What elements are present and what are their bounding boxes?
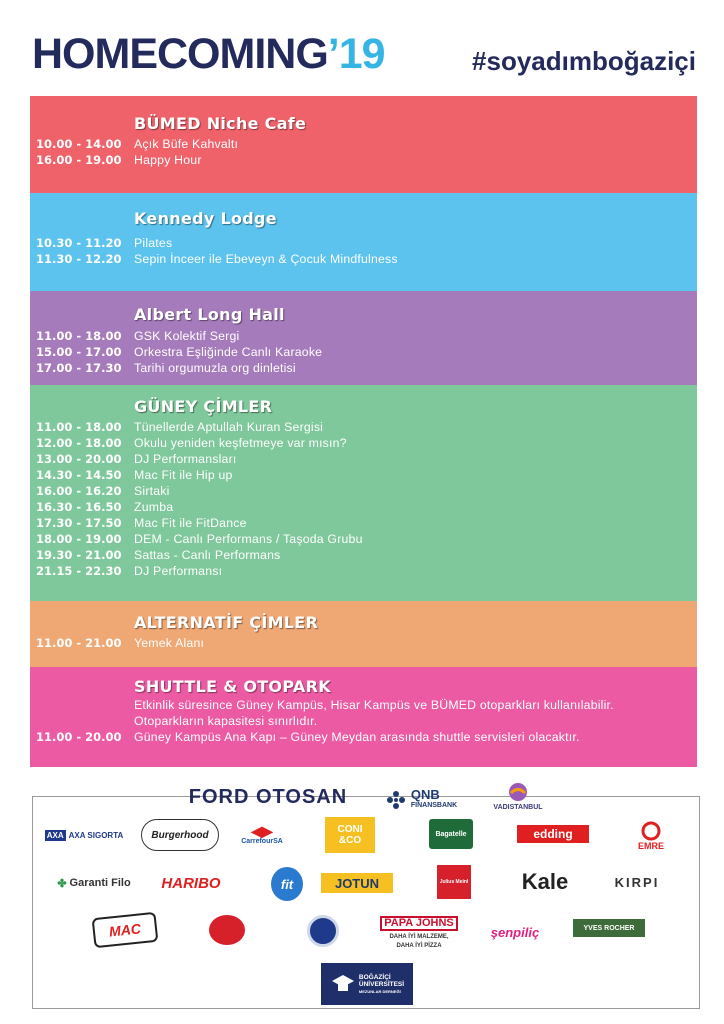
schedule-rows: [36, 635, 691, 651]
schedule: [30, 96, 697, 767]
schedule-row: [36, 251, 691, 267]
logo-axa: AXA AXA SIGORTA: [46, 830, 124, 840]
schedule-row: [36, 344, 691, 360]
activity: Sattas - Canlı Performans: [134, 548, 281, 562]
activity: Mac Fit ile Hip up: [134, 468, 233, 482]
activity: Happy Hour: [134, 153, 202, 167]
section-2: [30, 193, 697, 291]
activity: Pilates: [134, 236, 173, 250]
section-5: [30, 601, 697, 667]
logo-bagatelle: Bagatelle: [429, 819, 473, 849]
time-range: 14.30 - 14.50: [36, 468, 122, 482]
schedule-row: [36, 515, 691, 531]
activity: Güney Kampüs Ana Kapı – Güney Meydan arasında shuttle servisleri olacaktır.: [134, 730, 580, 744]
schedule-row: [36, 235, 691, 251]
section-title: ALTERNATİF ÇİMLER: [134, 613, 319, 632]
time-range: [36, 713, 134, 729]
section-6: [30, 667, 697, 767]
logo-yves-rocher: YVES ROCHER: [573, 919, 645, 937]
schedule-rows: [36, 235, 691, 267]
logo-kale: Kale: [521, 869, 569, 894]
time-range: 12.00 - 18.00: [36, 436, 122, 450]
schedule-row: [36, 729, 691, 745]
vadi-swirl-icon: [508, 782, 528, 802]
time-range: 16.00 - 19.00: [36, 153, 122, 167]
activity: GSK Kolektif Sergi: [134, 329, 240, 343]
logo-coni-co: CONI &CO: [325, 817, 375, 853]
logo-burgerhood: Burgerhood: [141, 819, 219, 851]
activity: DJ Performansı: [134, 564, 223, 578]
schedule-row: [36, 547, 691, 563]
qnb-star-icon: [385, 789, 407, 811]
time-range: 10.30 - 11.20: [36, 236, 122, 250]
time-range: 17.00 - 17.30: [36, 361, 122, 375]
time-range: 16.00 - 16.20: [36, 484, 122, 498]
logo-senpilic: şenpiliç: [490, 924, 540, 940]
activity: Otoparkların kapasitesi sınırlıdır.: [134, 714, 318, 728]
logo-papa-johns: PAPA JOHNS DAHA İYİ MALZEME, DAHA İYİ PİZZA: [385, 911, 453, 955]
logo-haribo: HARIBO: [161, 874, 221, 892]
activity: DEM - Canlı Performans / Taşoda Grubu: [134, 532, 363, 546]
section-title: Kennedy Lodge: [134, 209, 277, 228]
title-year: ’19: [327, 30, 385, 78]
time-range: 18.00 - 19.00: [36, 532, 122, 546]
schedule-rows: [36, 328, 691, 376]
schedule-row: [36, 635, 691, 651]
sponsor-logos: [32, 785, 700, 1009]
schedule-row: [36, 531, 691, 547]
activity: Yemek Alanı: [134, 636, 205, 650]
page-title: HOMECOMING’19: [32, 30, 385, 78]
time-range: 19.30 - 21.00: [36, 548, 122, 562]
logo-bogazici-mezunlar: BOĞAZİÇİ ÜNİVERSİTESİ MEZUNLAR DERNEĞİ: [321, 963, 413, 1005]
activity: Sirtaki: [134, 484, 170, 498]
time-range: 11.00 - 20.00: [36, 730, 122, 744]
hashtag: #soyadımboğaziçi: [472, 46, 696, 76]
logo-red-seal: [209, 915, 245, 945]
section-title: BÜMED Niche Cafe: [134, 114, 307, 133]
activity: DJ Performansları: [134, 452, 237, 466]
schedule-row: [36, 136, 691, 152]
activity: Okulu yeniden keşfetmeye var mısın?: [134, 436, 347, 450]
logo-ford-otosan: FORD OTOSAN: [188, 785, 348, 808]
logo-mac: MAC: [92, 912, 159, 949]
schedule-row: [36, 328, 691, 344]
header: [0, 0, 724, 96]
logo-vadistanbul: VADISTANBUL: [483, 775, 553, 817]
time-range: 11.30 - 12.20: [36, 252, 122, 266]
emre-swirl-icon: [639, 821, 663, 841]
schedule-rows: [36, 697, 691, 745]
time-range: 13.00 - 20.00: [36, 452, 122, 466]
activity: Mac Fit ile FitDance: [134, 516, 247, 530]
logo-qnb: QNB FINANSBANK: [375, 785, 467, 815]
schedule-rows: [36, 136, 691, 168]
activity: Zumba: [134, 500, 174, 514]
schedule-rows: [36, 419, 691, 579]
logo-garanti-filo: ✤ Garanti Filo: [57, 877, 131, 890]
schedule-row: [36, 419, 691, 435]
logo-julius-meinl: Julius Meinl: [437, 865, 471, 899]
time-range: 11.00 - 21.00: [36, 636, 122, 650]
section-1: [30, 96, 697, 193]
activity: Tünellerde Aptullah Kuran Sergisi: [134, 420, 324, 434]
time-range: 11.00 - 18.00: [36, 420, 122, 434]
time-range: 15.00 - 17.00: [36, 345, 122, 359]
logo-jotun: JOTUN: [321, 873, 393, 893]
graduation-cap-icon: [330, 971, 356, 997]
logo-carrefoursa: ◀▶ CarrefourSA: [241, 822, 283, 845]
activity: Açık Büfe Kahvaltı: [134, 137, 239, 151]
schedule-row: [36, 499, 691, 515]
logo-fit: fit: [271, 867, 303, 901]
schedule-row: [36, 483, 691, 499]
schedule-row: [36, 697, 691, 713]
activity: Tarihi orgumuzla org dinletisi: [134, 361, 296, 375]
logo-edding: edding: [517, 825, 589, 843]
activity: Orkestra Eşliğinde Canlı Karaoke: [134, 345, 323, 359]
section-4: [30, 385, 697, 601]
schedule-row: [36, 467, 691, 483]
logo-kirpi: KIRPI: [614, 874, 660, 890]
time-range: 17.30 - 17.50: [36, 516, 122, 530]
time-range: 21.15 - 22.30: [36, 564, 122, 578]
logo-emre: EMRE: [629, 819, 673, 853]
schedule-row: [36, 152, 691, 168]
activity: Etkinlik süresince Güney Kampüs, Hisar Kampüs ve BÜMED otoparkları kullanılabilir.: [134, 698, 614, 712]
schedule-row: [36, 713, 691, 729]
time-range: 16.30 - 16.50: [36, 500, 122, 514]
time-range: [36, 697, 134, 713]
schedule-row: [36, 563, 691, 579]
section-title: GÜNEY ÇİMLER: [134, 397, 273, 416]
section-title: SHUTTLE & OTOPARK: [134, 677, 331, 696]
schedule-row: [36, 360, 691, 376]
time-range: 10.00 - 14.00: [36, 137, 122, 151]
section-title: Albert Long Hall: [134, 305, 285, 324]
activity: Sepin İnceer ile Ebeveyn & Çocuk Mindfulness: [134, 252, 398, 266]
logo-university-seal: [307, 915, 339, 947]
section-3: [30, 291, 697, 385]
schedule-row: [36, 435, 691, 451]
time-range: 11.00 - 18.00: [36, 329, 122, 343]
schedule-row: [36, 451, 691, 467]
